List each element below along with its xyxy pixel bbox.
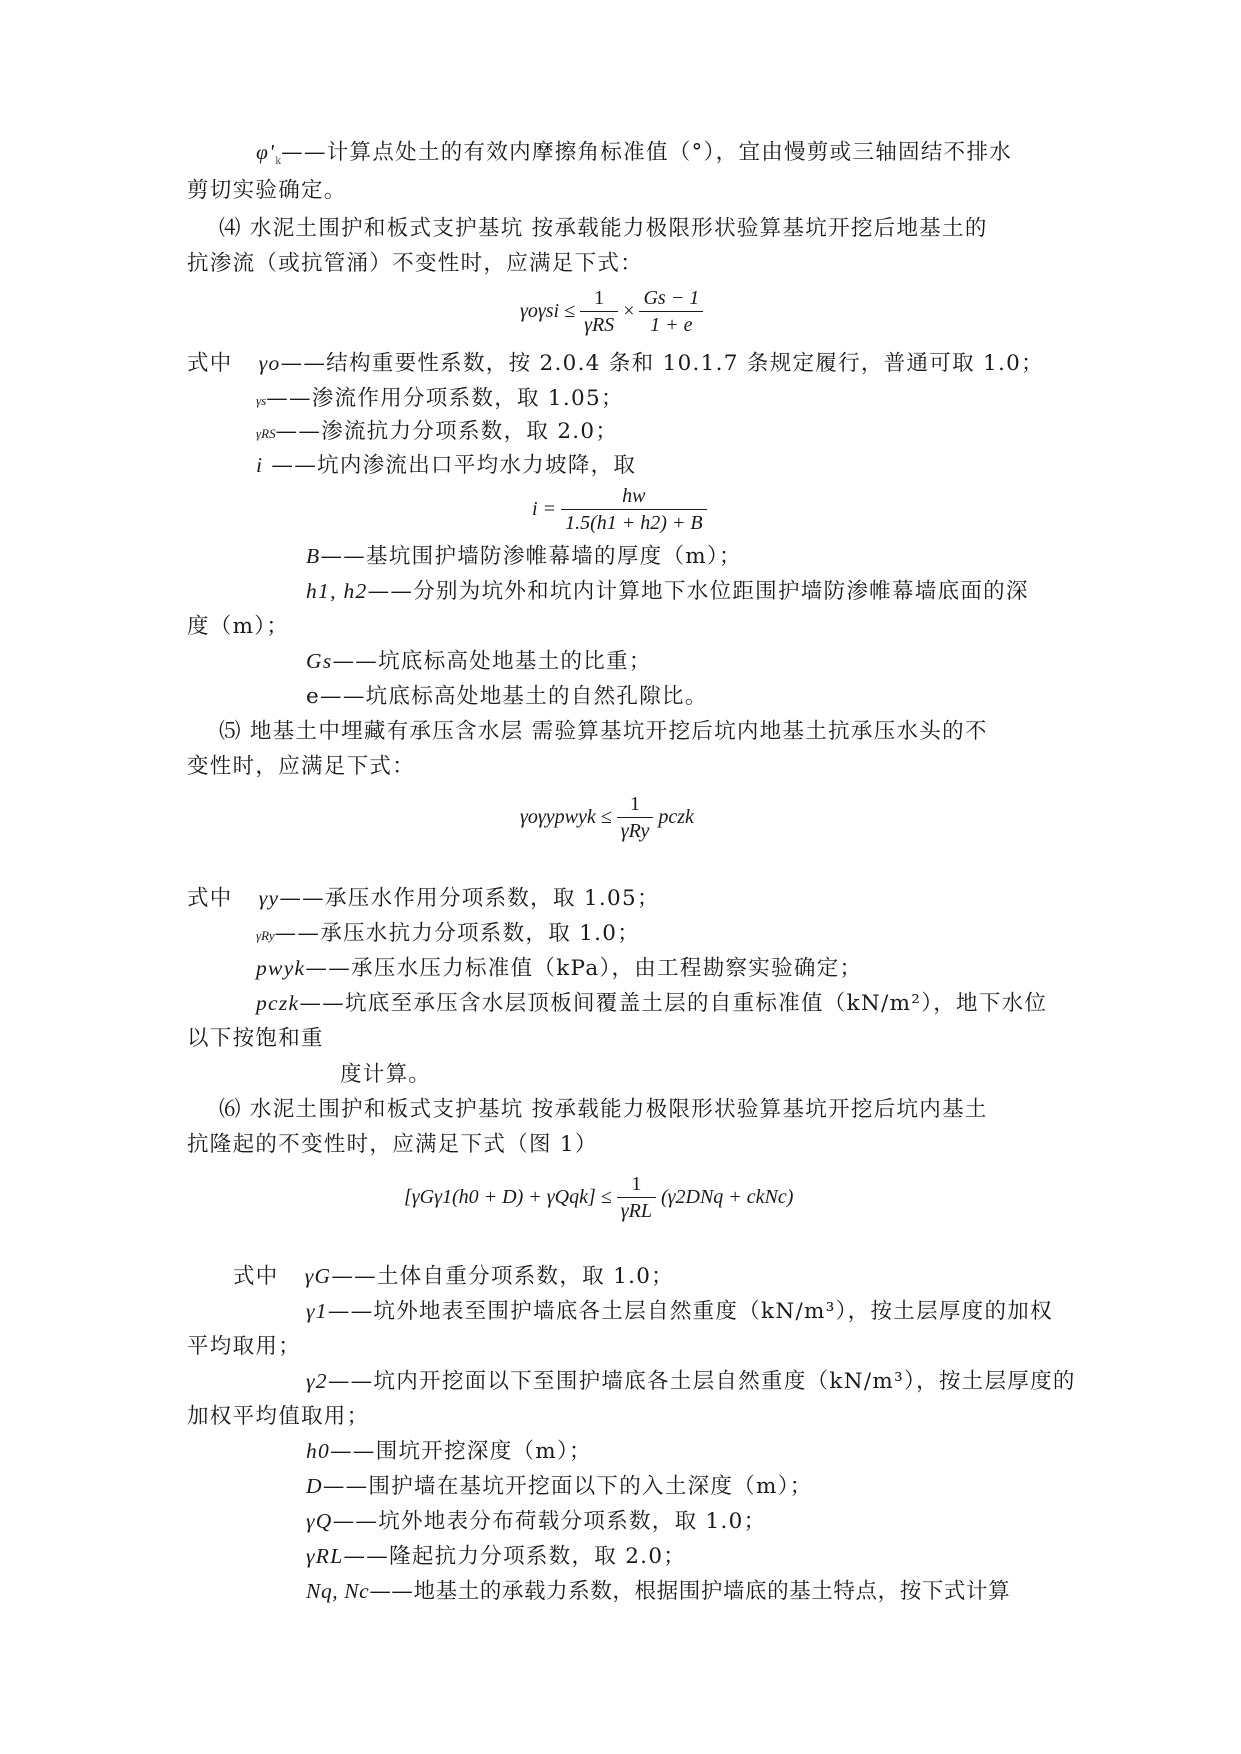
defs2-d8: e——坑底标高处地基土的自然孔隙比。: [306, 684, 708, 709]
clause-6-line2: 抗隆起的不变性时，应满足下式（图 1）: [187, 1132, 598, 1157]
defs4-d5: D——围护墙在基坑开挖面以下的入土深度（m）；: [306, 1474, 813, 1499]
defs4-d3: γ2——坑内开挖面以下至围护墙底各土层自然重度（kN/m³），按土层厚度的: [306, 1369, 1076, 1394]
defs4-d6: γQ——坑外地表分布荷载分项系数，取 1.0；: [306, 1509, 767, 1534]
eq4-rhs: (γ2DNq + ckNc): [660, 1186, 794, 1209]
eq3-lhs: γoγypwyk ≤: [520, 806, 612, 829]
defs1-d4: i ——坑内渗流出口平均水力坡降，取: [256, 453, 637, 478]
phi-k-definition: $\varphi'_k——$计算点处土的有效内摩擦角标准值（°），宜由慢剪或三轴固结不排水: [256, 140, 1013, 167]
phi-k-text-cont: 剪切实验确定。: [187, 178, 347, 203]
defs4-d3-cont: 加权平均值取用；: [187, 1404, 370, 1429]
defs3-d3: pwyk——承压水压力标准值（kPa），由工程勘察实验确定；: [256, 956, 863, 981]
eq2-fraction: $\frac{hw}{1.5(h1 + h2) + B}$: [561, 484, 707, 537]
eq1-fraction-2: $\frac{Gs - 1}{1 + e}$: [639, 286, 703, 339]
defs4-d2-cont: 平均取用；: [187, 1334, 302, 1359]
clause-4-line1: ⑷ 水泥土围护和板式支护基坑 按承载能力极限形状验算基坑开挖后地基土的: [219, 216, 988, 241]
clause-5-line2: 变性时，应满足下式：: [187, 754, 416, 779]
eq1-fraction-1: $\frac{1}{\text{γRS}}$: [580, 286, 618, 339]
defs4-d2: γ1——坑外地表至围护墙底各土层自然重度（kN/m³），按土层厚度的加权: [306, 1299, 1053, 1324]
confined-water-equation: [520, 792, 694, 845]
defs3-d2: γRy——承压水抗力分项系数，取 1.0；: [256, 921, 641, 946]
defs2-d7: Gs——坑底标高处地基土的比重；: [306, 649, 652, 674]
defs3-d4: pczk——坑底至承压含水层顶板间覆盖土层的自重标准值（kN/m²），地下水位: [256, 991, 1048, 1016]
defs4-d1: 式中 γG——土体自重分项系数，取 1.0；: [233, 1264, 674, 1289]
defs4-d8: Nq, Nc——地基土的承载力系数，根据围护墙底的基土特点，按下式计算: [306, 1579, 1011, 1604]
defs3-d4-cont: 以下按饱和重: [187, 1026, 324, 1051]
defs2-d6: h1, h2——分别为坑外和坑内计算地下水位距围护墙防渗帷幕墙底面的深: [306, 579, 1029, 604]
defs2-d6-cont: 度（m）；: [187, 614, 290, 639]
clause-5-line1: ⑸ 地基土中埋藏有承压含水层 需验算基坑开挖后坑内地基土抗承压水头的不: [219, 719, 988, 744]
defs3-d1: 式中 γy——承压水作用分项系数，取 1.05；: [187, 886, 660, 911]
clause-4-line2: 抗渗流（或抗管涌）不变性时，应满足下式：: [187, 251, 644, 276]
eq3-fraction: $\frac{1}{\text{γRy}}$: [617, 792, 654, 845]
defs4-d7: γRL——隆起抗力分项系数，取 2.0；: [306, 1544, 687, 1569]
eq3-rhs: pczk: [658, 806, 694, 829]
hydraulic-gradient-equation: [532, 484, 707, 537]
defs2-d5: B——基坑围护墙防渗帷幕墙的厚度（m）；: [306, 544, 742, 569]
phi-k-text: ——计算点处土的有效内摩擦角标准值（°），宜由慢剪或三轴固结不排水: [281, 140, 1013, 165]
defs1-lead: 式中: [187, 351, 233, 376]
heave-equation: [404, 1172, 793, 1225]
defs1-d3: γRS——渗流抗力分项系数，取 2.0；: [256, 419, 619, 444]
defs1-d1: 式中 γo——结构重要性系数，按 2.0.4 条和 10.1.7 条规定履行，普通可取 1.0；: [187, 351, 1044, 376]
eq1-lhs: γoγsi ≤: [520, 300, 576, 323]
eq1-times: ×: [623, 300, 635, 323]
phi-k-symbol: φ': [256, 140, 276, 164]
eq4-fraction: $\frac{1}{\text{γRL}}$: [617, 1172, 656, 1225]
clause-6-line1: ⑹ 水泥土围护和板式支护基坑 按承载能力极限形状验算基坑开挖后坑内基土: [219, 1097, 988, 1122]
defs3-d4-cont2: 度计算。: [340, 1062, 432, 1087]
defs1-d2: γs——渗流作用分项系数，取 1.05；: [256, 386, 624, 411]
eq4-lhs: [γGγ1(h0 + D) + γQqk] ≤: [404, 1186, 612, 1209]
eq2-lhs: i =: [532, 498, 557, 521]
seepage-equation: [520, 286, 703, 339]
defs4-d4: h0——围坑开挖深度（m）；: [306, 1439, 592, 1464]
